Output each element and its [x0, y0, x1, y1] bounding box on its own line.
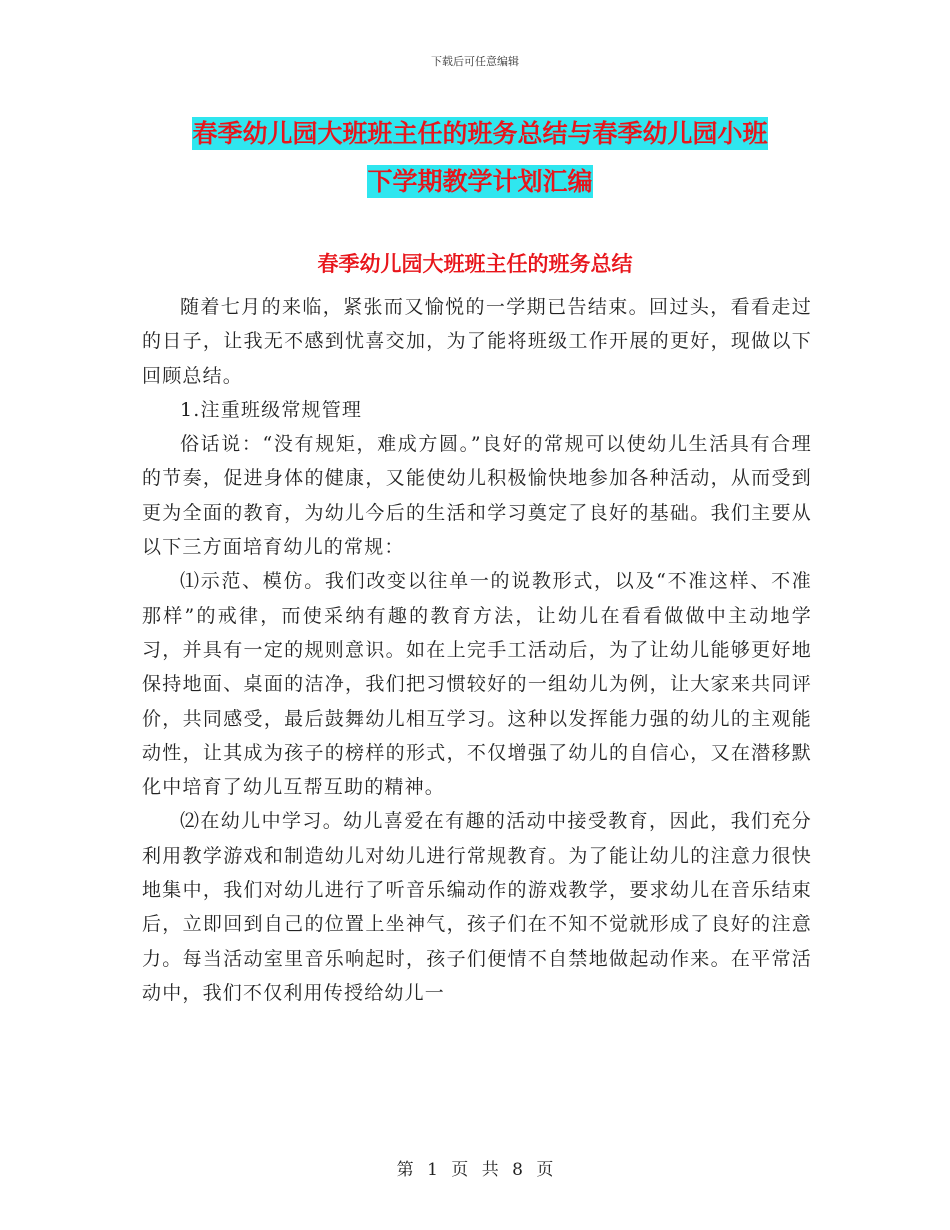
footer-total-label: 共	[481, 1160, 499, 1180]
footer-prefix: 第	[396, 1160, 414, 1180]
footer-total-pages: 8	[512, 1160, 523, 1180]
paragraph-item-1: ⑴示范、模仿。我们改变以往单一的说教形式，以及“不准这样、不准那样”的戒律，而使采纳有趣的教育方法，让幼儿在看看做做中主动地学习，并具有一定的规则意识。如在上完手工活动后，为了让幼儿能够更好地保持地面、桌面的洁净，我们把习惯较好的一组幼儿为例，让大家来共同评价，共同感受，最后鼓舞幼儿相互学习。这种以发挥能力强的幼儿的主观能动性，让其成为孩子的榜样的形式，不仅增强了幼儿的自信心，又在潜移默化中培育了幼儿互帮互助的精神。	[142, 570, 812, 799]
footer-page-label: 页	[451, 1160, 469, 1180]
body-text	[142, 290, 812, 1010]
header-note: 下载后可任意编辑	[431, 55, 519, 68]
footer-page-number: 1	[427, 1160, 438, 1180]
page-footer	[0, 1155, 950, 1180]
document-title-line-2: 下学期教学计划汇编	[367, 167, 593, 196]
paragraph-item-2: ⑵在幼儿中学习。幼儿喜爱在有趣的活动中接受教育，因此，我们充分利用教学游戏和制造幼儿对幼儿进行常规教育。为了能让幼儿的注意力很快地集中，我们对幼儿进行了听音乐编动作的游戏教学，要求幼儿在音乐结束后，立即回到自己的位置上坐神气，孩子们在不知不觉就形成了良好的注意力。每当活动室里音乐响起时，孩子们便情不自禁地做起动作来。在平常活动中，我们不仅利用传授给幼儿一	[142, 810, 812, 1004]
paragraph-heading-1: 1.注重班级常规管理	[180, 398, 363, 421]
footer-suffix: 页	[536, 1160, 554, 1180]
paragraph-intro: 随着七月的来临，紧张而又愉悦的一学期已告结束。回过头，看看走过的日子，让我无不感到忧喜交加，为了能将班级工作开展的更好，现做以下回顾总结。	[142, 296, 812, 387]
paragraph-routine: 俗话说：“没有规矩，难成方圆。”良好的常规可以使幼儿生活具有合理的节奏，促进身体的健康，又能使幼儿积极愉快地参加各种活动，从而受到更为全面的教育，为幼儿今后的生活和学习奠定了良好的基础。我们主要从以下三方面培育幼儿的常规：	[142, 433, 812, 559]
document-title-line-1: 春季幼儿园大班班主任的班务总结与春季幼儿园小班	[192, 119, 768, 148]
document-title	[160, 110, 800, 206]
section-title: 春季幼儿园大班班主任的班务总结	[317, 251, 633, 276]
